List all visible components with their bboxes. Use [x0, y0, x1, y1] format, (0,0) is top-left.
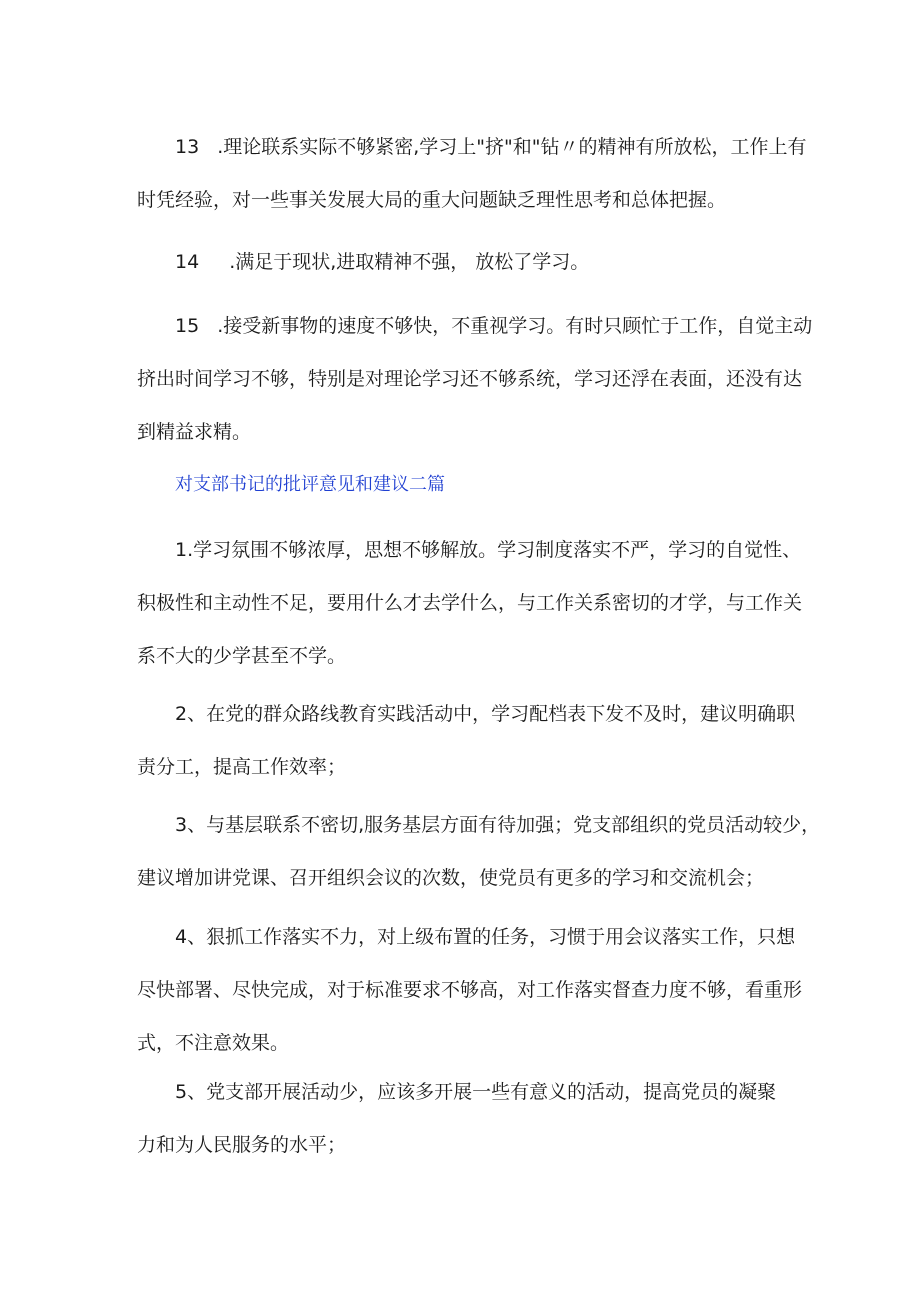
paragraph-text: 挤出时间学习不够，特别是对理论学习还不够系统，学习还浮在表面，还没有达 [137, 368, 803, 390]
paragraph-text: 时凭经验，对一些事关发展大局的重大问题缺乏理性思考和总体把握。 [137, 189, 727, 211]
list-item [137, 524, 803, 683]
list-item-text: 5、党支部开展活动少，应该多开展一些有意义的活动，提高党员的凝聚 [175, 1081, 777, 1103]
list-item [137, 911, 803, 1070]
paragraph-14 [137, 236, 797, 289]
list-item-text: 力和为人民服务的水平； [137, 1134, 347, 1156]
list-item-text: 责分工，提高工作效率； [137, 756, 347, 778]
list-item-text: 式，不注意效果。 [137, 1032, 290, 1054]
list-item-text: 2、在党的群众路线教育实践活动中，学习配档表下发不及时，建议明确职 [175, 703, 796, 725]
paragraph-text: .满足于现状,进取精神不强， 放松了学习。 [229, 251, 590, 273]
paragraph-13 [137, 121, 807, 227]
list-item [137, 799, 821, 905]
list-item-text: 积极性和主动性不足，要用什么才去学什么，与工作关系密切的才学，与工作关 [137, 592, 803, 614]
paragraph-text: 到精益求精。 [137, 421, 252, 443]
list-item-text: 建议增加讲党课、召开组织会议的次数，使党员有更多的学习和交流机会； [137, 867, 765, 889]
list-item-text: 4、狠抓工作落实不力，对上级布置的任务，习惯于用会议落实工作，只想 [175, 926, 796, 948]
paragraph-text: .理论联系实际不够紧密,学习上"挤"和"钻〃的精神有所放松，工作上有 [217, 136, 807, 158]
section-heading: 对支部书记的批评意见和建议二篇 [175, 474, 445, 495]
paragraph-15 [137, 300, 813, 459]
list-item-text: 3、与基层联系不密切,服务基层方面有待加强；党支部组织的党员活动较少， [175, 814, 821, 836]
list-item [137, 1066, 797, 1172]
list-item [137, 688, 797, 794]
paragraph-text: .接受新事物的速度不够快，不重视学习。有时只顾忙于工作，自觉主动 [217, 315, 813, 337]
list-item-text: 1.学习氛围不够浓厚，思想不够解放。学习制度落实不严，学习的自觉性、 [175, 539, 802, 561]
paragraph-number: 13 [175, 136, 200, 158]
paragraph-number: 15 [175, 315, 200, 337]
paragraph-number: 14 [175, 251, 200, 273]
list-item-text: 尽快部署、尽快完成，对于标准要求不够高，对工作落实督查力度不够，看重形 [137, 979, 803, 1001]
list-item-text: 系不大的少学甚至不学。 [137, 645, 347, 667]
